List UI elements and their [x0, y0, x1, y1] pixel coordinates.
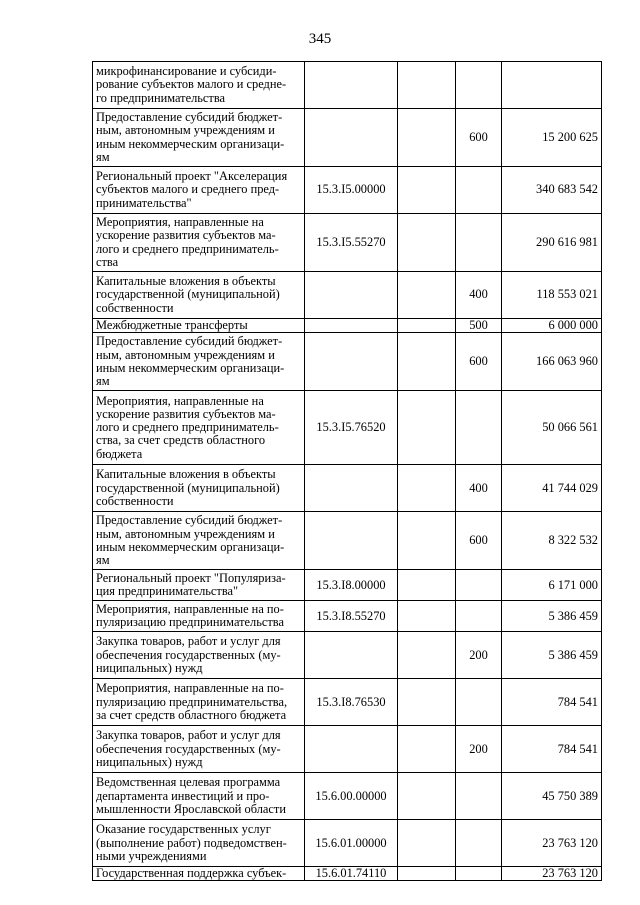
row-type-cell: 400: [456, 272, 502, 319]
row-group-cell: [398, 465, 456, 512]
row-group-cell: [398, 867, 456, 881]
table-row: [93, 820, 602, 867]
row-type-cell: [456, 773, 502, 820]
row-code-cell: [305, 333, 398, 391]
row-group-cell: [398, 601, 456, 632]
row-type-cell: [456, 601, 502, 632]
row-amount-cell: 166 063 960: [502, 333, 602, 391]
row-amount-cell: 290 616 981: [502, 214, 602, 272]
page-number: 345: [308, 31, 332, 47]
row-name-cell: Оказание государственных услуг (выполнение работ) подведомствен- ными учреждениями: [93, 820, 305, 867]
row-amount-cell: 6 171 000: [502, 570, 602, 601]
row-amount-cell: 784 541: [502, 679, 602, 726]
row-type-cell: [456, 867, 502, 881]
row-group-cell: [398, 570, 456, 601]
row-group-cell: [398, 512, 456, 570]
row-type-cell: [456, 214, 502, 272]
table-row: [93, 272, 602, 319]
row-type-cell: 600: [456, 333, 502, 391]
row-name-cell: Мероприятия, направленные на по- пуляризацию предпринимательства, за счет средств областного бюджета: [93, 679, 305, 726]
row-amount-cell: 784 541: [502, 726, 602, 773]
row-amount-cell: 50 066 561: [502, 391, 602, 465]
row-type-cell: 400: [456, 465, 502, 512]
row-amount-cell: 23 763 120: [502, 867, 602, 881]
row-code-cell: 15.3.I5.00000: [305, 167, 398, 214]
row-name-cell: Предоставление субсидий бюджет- ным, автономным учреждениям и иным некоммерческим организаци- ям: [93, 512, 305, 570]
row-type-cell: [456, 167, 502, 214]
row-amount-cell: 6 000 000: [502, 319, 602, 333]
row-group-cell: [398, 167, 456, 214]
row-code-cell: 15.3.I8.00000: [305, 570, 398, 601]
row-code-cell: 15.6.01.74110: [305, 867, 398, 881]
row-group-cell: [398, 632, 456, 679]
row-code-cell: 15.3.I8.76530: [305, 679, 398, 726]
table-row: [93, 319, 602, 333]
row-group-cell: [398, 272, 456, 319]
row-code-cell: [305, 726, 398, 773]
row-amount-cell: [502, 62, 602, 109]
row-code-cell: [305, 465, 398, 512]
row-name-cell: Мероприятия, направленные на по- пуляризацию предпринимательства: [93, 601, 305, 632]
table-row: [93, 601, 602, 632]
row-type-cell: [456, 391, 502, 465]
row-amount-cell: 15 200 625: [502, 109, 602, 167]
row-name-cell: Региональный проект "Акселерация субъектов малого и среднего пред- принимательства": [93, 167, 305, 214]
row-type-cell: 200: [456, 632, 502, 679]
table-row: [93, 391, 602, 465]
budget-table: [92, 61, 602, 881]
row-amount-cell: 41 744 029: [502, 465, 602, 512]
row-name-cell: Ведомственная целевая программа департамента инвестиций и про- мышленности Ярославской области: [93, 773, 305, 820]
row-name-cell: Закупка товаров, работ и услуг для обеспечения государственных (му- ниципальных) нужд: [93, 632, 305, 679]
row-name-cell: Региональный проект "Популяриза- ция предпринимательства": [93, 570, 305, 601]
row-name-cell: микрофинансирование и субсиди- рование субъектов малого и средне- го предпринимательства: [93, 62, 305, 109]
row-name-cell: Предоставление субсидий бюджет- ным, автономным учреждениям и иным некоммерческим организаци- ям: [93, 109, 305, 167]
row-group-cell: [398, 333, 456, 391]
row-name-cell: Мероприятия, направленные на ускорение развития субъектов ма- лого и среднего предприниматель- ства: [93, 214, 305, 272]
row-group-cell: [398, 391, 456, 465]
row-amount-cell: 5 386 459: [502, 601, 602, 632]
table-row: [93, 167, 602, 214]
table-row: [93, 62, 602, 109]
row-amount-cell: 118 553 021: [502, 272, 602, 319]
row-name-cell: Мероприятия, направленные на ускорение развития субъектов ма- лого и среднего предприниматель- ства, за счет средств областного бюджета: [93, 391, 305, 465]
row-group-cell: [398, 62, 456, 109]
row-code-cell: [305, 109, 398, 167]
row-code-cell: [305, 512, 398, 570]
row-name-cell: Закупка товаров, работ и услуг для обеспечения государственных (му- ниципальных) нужд: [93, 726, 305, 773]
row-group-cell: [398, 109, 456, 167]
row-code-cell: [305, 632, 398, 679]
row-group-cell: [398, 726, 456, 773]
row-type-cell: 600: [456, 109, 502, 167]
row-amount-cell: 5 386 459: [502, 632, 602, 679]
row-type-cell: [456, 62, 502, 109]
row-code-cell: 15.6.00.00000: [305, 773, 398, 820]
table-row: [93, 109, 602, 167]
table-row: [93, 632, 602, 679]
row-name-cell: Капитальные вложения в объекты государственной (муниципальной) собственности: [93, 272, 305, 319]
table-row: [93, 679, 602, 726]
row-type-cell: 200: [456, 726, 502, 773]
table-row: [93, 867, 602, 881]
table-row: [93, 465, 602, 512]
row-name-cell: Межбюджетные трансферты: [93, 319, 305, 333]
row-amount-cell: 23 763 120: [502, 820, 602, 867]
row-group-cell: [398, 820, 456, 867]
row-code-cell: [305, 272, 398, 319]
row-amount-cell: 340 683 542: [502, 167, 602, 214]
row-group-cell: [398, 319, 456, 333]
row-name-cell: Государственная поддержка субъек-: [93, 867, 305, 881]
row-type-cell: 600: [456, 512, 502, 570]
table-row: [93, 214, 602, 272]
row-type-cell: 500: [456, 319, 502, 333]
table-row: [93, 570, 602, 601]
row-type-cell: [456, 679, 502, 726]
table-row: [93, 512, 602, 570]
row-type-cell: [456, 820, 502, 867]
row-type-cell: [456, 570, 502, 601]
row-name-cell: Предоставление субсидий бюджет- ным, автономным учреждениям и иным некоммерческим организаци- ям: [93, 333, 305, 391]
row-code-cell: 15.3.I5.76520: [305, 391, 398, 465]
row-code-cell: 15.3.I8.55270: [305, 601, 398, 632]
table-row: [93, 333, 602, 391]
row-code-cell: [305, 62, 398, 109]
row-group-cell: [398, 773, 456, 820]
row-amount-cell: 45 750 389: [502, 773, 602, 820]
row-code-cell: 15.3.I5.55270: [305, 214, 398, 272]
row-amount-cell: 8 322 532: [502, 512, 602, 570]
row-code-cell: [305, 319, 398, 333]
row-name-cell: Капитальные вложения в объекты государственной (муниципальной) собственности: [93, 465, 305, 512]
row-code-cell: 15.6.01.00000: [305, 820, 398, 867]
table-row: [93, 773, 602, 820]
row-group-cell: [398, 214, 456, 272]
table-row: [93, 726, 602, 773]
row-group-cell: [398, 679, 456, 726]
